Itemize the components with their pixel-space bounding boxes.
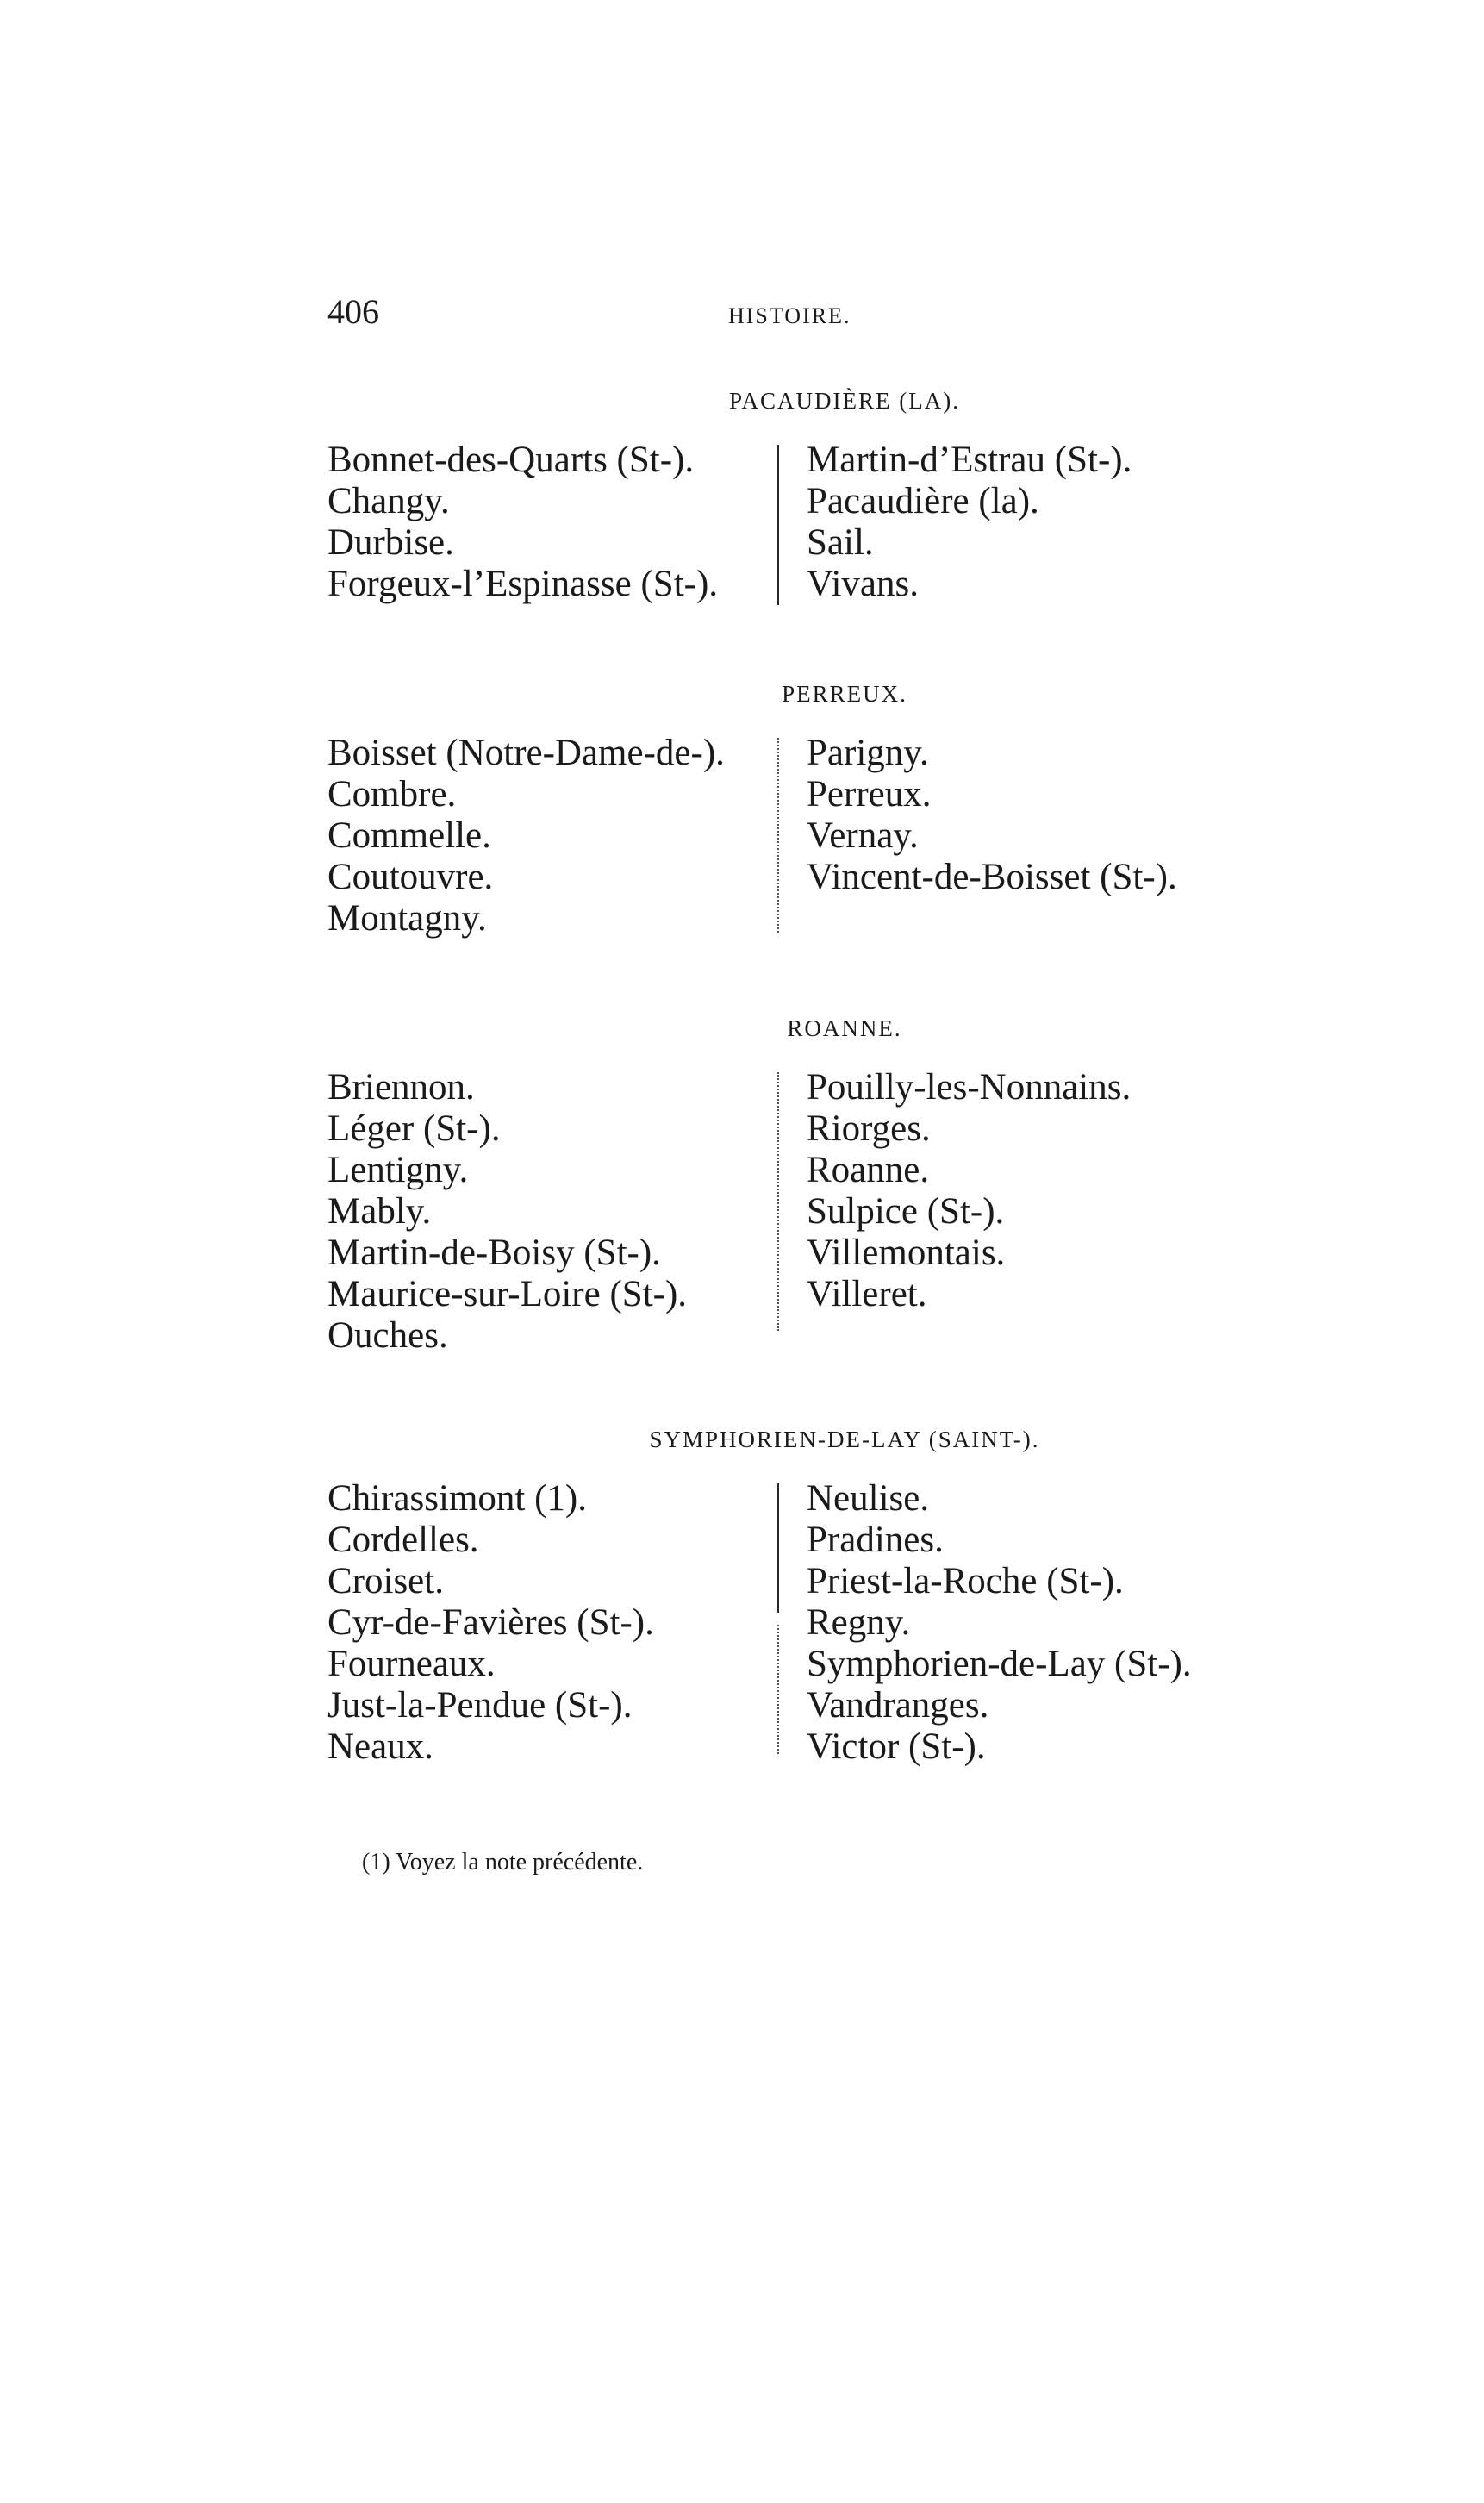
commune-columns <box>327 440 1232 605</box>
commune-item: Lentigny. <box>327 1150 469 1190</box>
commune-item: Fourneaux. <box>327 1644 496 1684</box>
canton-section-perreux <box>327 681 1232 939</box>
footnote: (1) Voyez la note précédente. <box>362 1849 644 1876</box>
commune-item: Vandranges. <box>807 1685 989 1726</box>
page-number: 406 <box>327 292 379 331</box>
commune-list-right <box>807 1067 1255 1315</box>
canton-section-symphorien-de-lay <box>327 1426 1232 1768</box>
section-title: PACAUDIÈRE (LA). <box>729 388 960 414</box>
commune-item: Vivans. <box>807 564 919 604</box>
canton-section-pacaudiere <box>327 388 1232 605</box>
page-header <box>327 291 1215 343</box>
commune-list-left <box>327 1478 776 1768</box>
column-divider <box>777 1625 779 1754</box>
commune-item: Roanne. <box>807 1150 930 1190</box>
commune-item: Priest-la-Roche (St-). <box>807 1561 1124 1601</box>
commune-item: Mably. <box>327 1191 432 1232</box>
column-divider <box>777 1483 779 1613</box>
commune-item: Just-la-Pendue (St-). <box>327 1685 633 1726</box>
commune-item: Villemontais. <box>807 1233 1006 1273</box>
commune-item: Regny. <box>807 1602 911 1643</box>
commune-item: Villeret. <box>807 1274 927 1314</box>
commune-item: Cordelles. <box>327 1520 479 1560</box>
running-title: HISTOIRE. <box>728 303 851 328</box>
commune-item: Coutouvre. <box>327 857 494 897</box>
section-title: ROANNE. <box>787 1015 902 1041</box>
commune-list-left <box>327 440 776 605</box>
commune-item: Léger (St-). <box>327 1108 501 1149</box>
commune-list-right <box>807 733 1255 898</box>
column-divider <box>777 445 779 605</box>
commune-item: Victor (St-). <box>807 1726 986 1767</box>
commune-item: Ouches. <box>327 1315 448 1356</box>
commune-item: Commelle. <box>327 815 491 856</box>
commune-item: Bonnet-des-Quarts (St-). <box>327 440 695 480</box>
commune-item: Changy. <box>327 481 450 521</box>
commune-item: Maurice-sur-Loire (St-). <box>327 1274 688 1314</box>
commune-item: Forgeux-l’Espinasse (St-). <box>327 564 719 604</box>
commune-item: Croiset. <box>327 1561 444 1601</box>
section-title: PERREUX. <box>782 681 907 707</box>
commune-item: Symphorien-de-Lay (St-). <box>807 1644 1192 1684</box>
column-divider <box>777 1072 779 1331</box>
commune-list-right <box>807 440 1255 605</box>
commune-item: Martin-de-Boisy (St-). <box>327 1233 661 1273</box>
commune-item: Boisset (Notre-Dame-de-). <box>327 733 725 773</box>
commune-item: Durbise. <box>327 522 454 563</box>
commune-item: Pradines. <box>807 1520 944 1560</box>
section-title: SYMPHORIEN-DE-LAY (SAINT-). <box>649 1426 1040 1452</box>
commune-list-right <box>807 1478 1255 1768</box>
commune-item: Sulpice (St-). <box>807 1191 1005 1232</box>
commune-item: Pacaudière (la). <box>807 481 1039 521</box>
commune-list-left <box>327 733 776 939</box>
commune-list-left <box>327 1067 776 1357</box>
commune-columns <box>327 1067 1232 1357</box>
commune-item: Combre. <box>327 774 457 815</box>
canton-section-roanne <box>327 1015 1232 1357</box>
commune-item: Neulise. <box>807 1478 930 1519</box>
commune-item: Riorges. <box>807 1108 931 1149</box>
commune-item: Parigny. <box>807 733 929 773</box>
commune-item: Briennon. <box>327 1067 475 1108</box>
commune-item: Pouilly-les-Nonnains. <box>807 1067 1132 1108</box>
commune-item: Perreux. <box>807 774 932 815</box>
commune-item: Montagny. <box>327 898 487 939</box>
commune-item: Vincent-de-Boisset (St-). <box>807 857 1177 897</box>
commune-item: Chirassimont (1). <box>327 1478 587 1519</box>
commune-item: Cyr-de-Favières (St-). <box>327 1602 654 1643</box>
commune-columns <box>327 1478 1232 1768</box>
commune-item: Sail. <box>807 522 874 563</box>
column-divider <box>777 738 779 933</box>
commune-columns <box>327 733 1232 939</box>
commune-item: Neaux. <box>327 1726 433 1767</box>
commune-item: Vernay. <box>807 815 919 856</box>
commune-item: Martin-d’Estrau (St-). <box>807 440 1132 480</box>
